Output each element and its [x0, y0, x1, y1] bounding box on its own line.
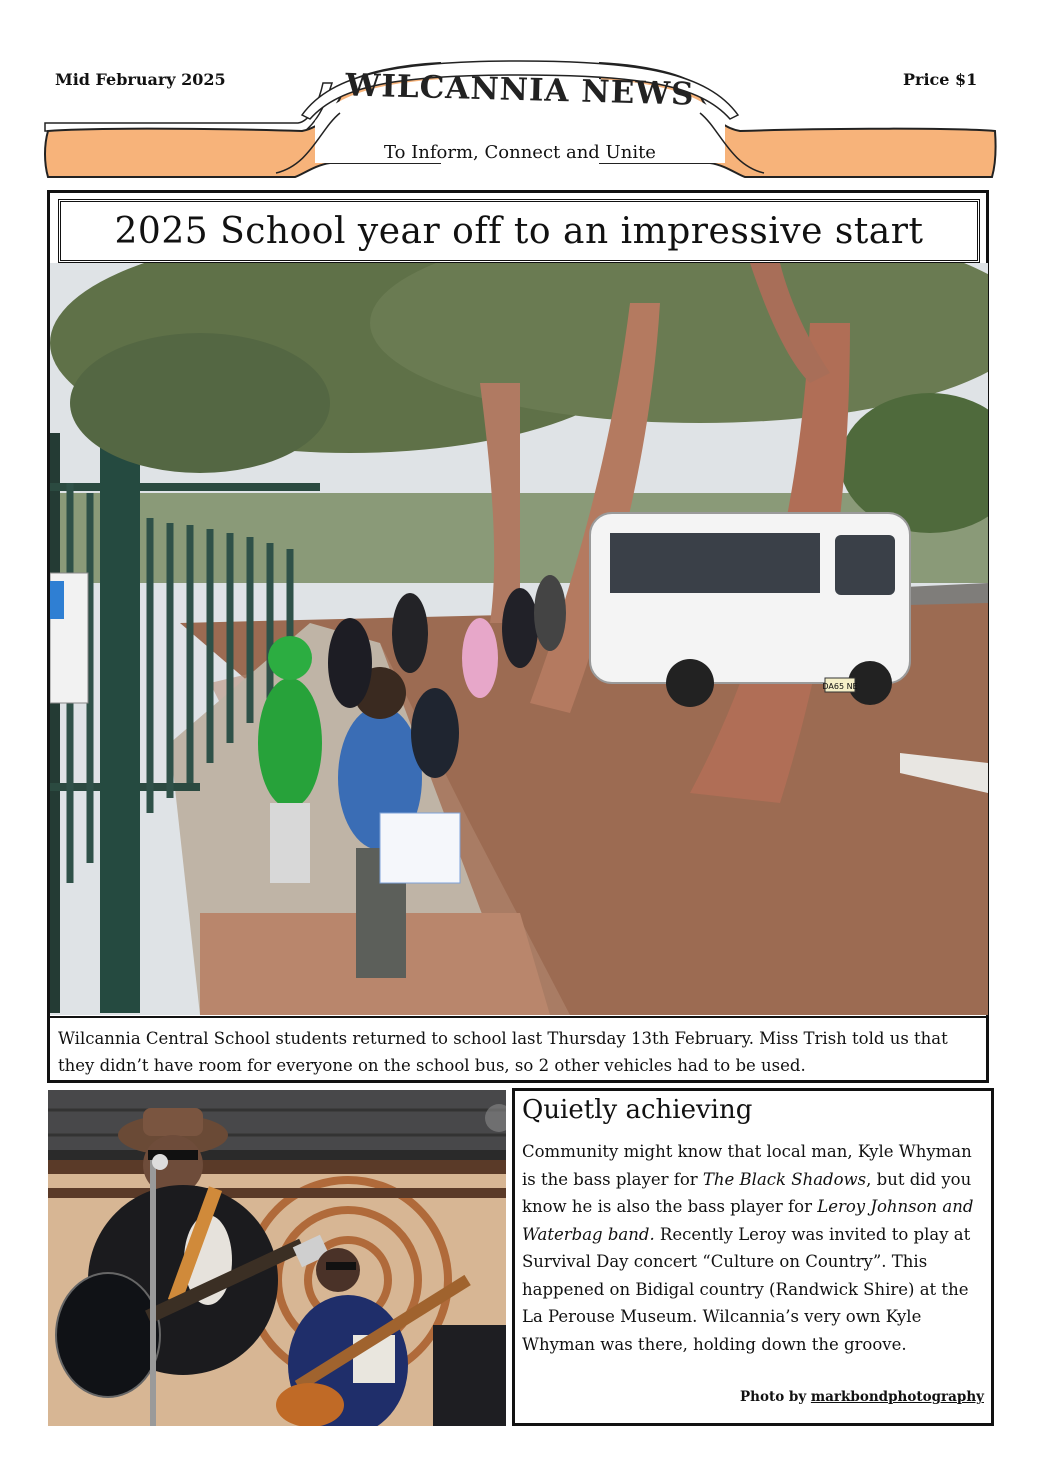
band-performance-photo — [48, 1090, 506, 1426]
main-headline: 2025 School year off to an impressive start — [114, 210, 924, 252]
photo-credit — [520, 1389, 984, 1405]
photo-credit-prefix: Photo by — [739, 1389, 811, 1405]
story-text-part-1: Community might know that local man, Kyle Whyman is the bass player for — [522, 1142, 972, 1189]
band-name-black-shadows: The Black Shadows — [702, 1169, 867, 1189]
masthead-title: WILCANNIA NEWS — [345, 67, 695, 113]
band-name-leroy-johnson: Leroy Johnson and Waterbag band. — [522, 1197, 974, 1244]
school-students-photo — [50, 263, 988, 1015]
story-text-part-3: Recently Leroy was invited to play at Survival Day concert “Culture on Country”. This happened on Bidigal country (Randwick Shire) at the La Perouse Museum. Wilcannia’s very own Kyle Whyman was there, holding down the groove. — [522, 1224, 971, 1354]
story-text-part-2: , but did you know he is also the bass player for — [522, 1169, 972, 1216]
issue-date: Mid February 2025 — [55, 70, 226, 89]
sidebar-story-body — [522, 1138, 984, 1358]
headline-box — [58, 199, 980, 263]
bus-plate: DA65 NE — [822, 682, 858, 691]
main-photo-caption: Wilcannia Central School students returned to school last Thursday 13th February. Miss Trish told us that they didn’t have room for everyone on the school bus, so 2 other vehicles had to be used. — [50, 1016, 988, 1080]
sidebar-story-title: Quietly achieving — [522, 1095, 753, 1125]
price-label: Price $1 — [903, 70, 978, 89]
photo-credit-link[interactable]: markbondphotography — [810, 1389, 984, 1405]
masthead-tagline: To Inform, Connect and Unite — [384, 142, 656, 163]
